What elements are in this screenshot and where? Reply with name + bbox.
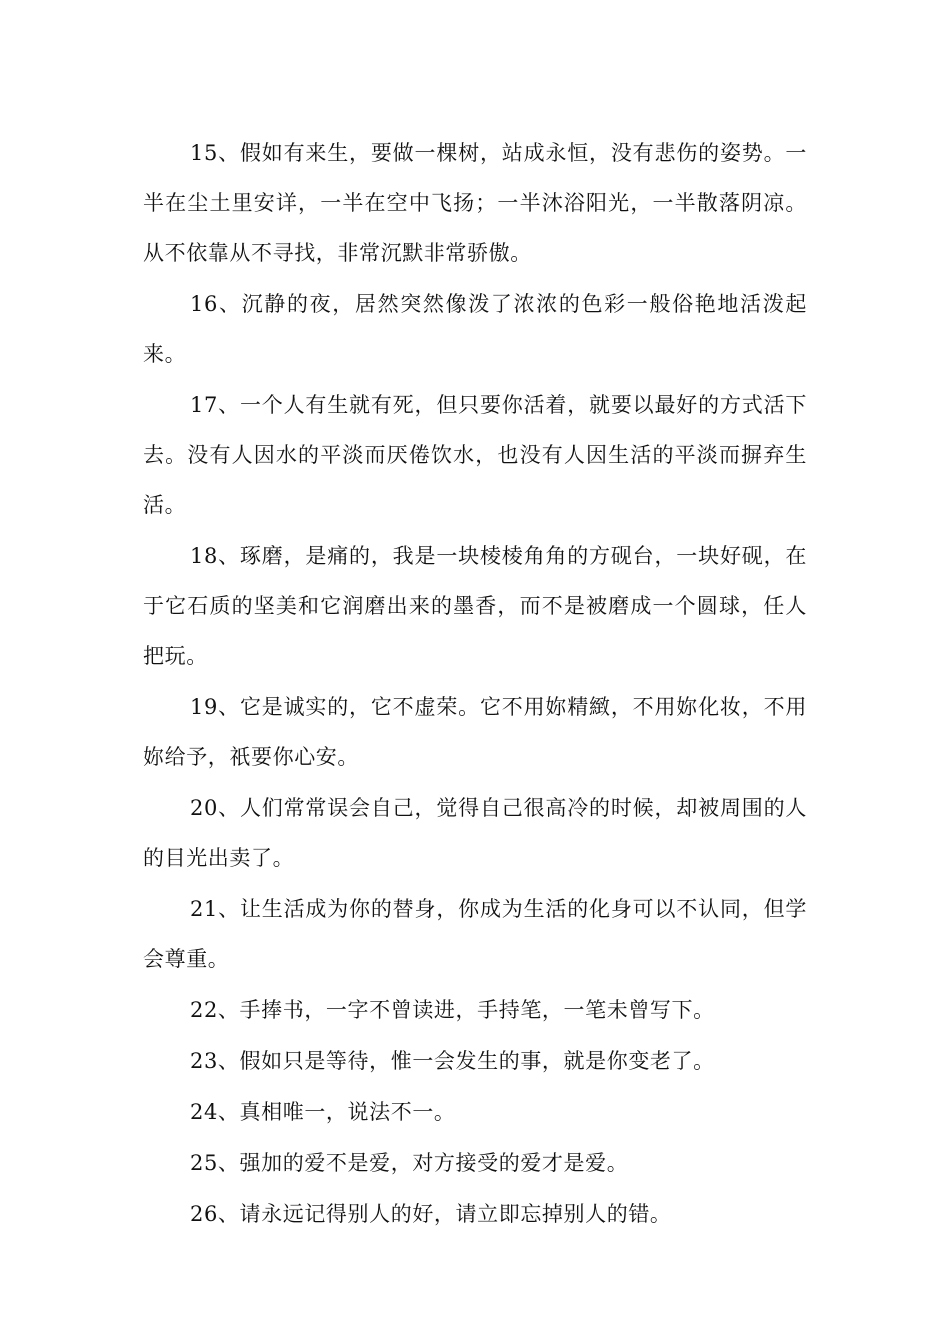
quote-paragraph-25: 25、强加的爱不是爱，对方接受的爱才是爱。 xyxy=(190,1151,629,1175)
quote-paragraph-20: 20、人们常常误会自己，觉得自己很高冷的时候，却被周围的人的目光出卖了。 xyxy=(143,796,807,870)
quote-paragraph-16: 16、沉静的夜，居然突然像泼了浓浓的色彩一般俗艳地活泼起来。 xyxy=(143,292,807,366)
quote-paragraph-22: 22、手捧书，一字不曾读进，手持笔，一笔未曾写下。 xyxy=(190,998,715,1022)
quote-paragraph-26: 26、请永远记得别人的好，请立即忘掉别人的错。 xyxy=(190,1202,672,1226)
quote-paragraph-21: 21、让生活成为你的替身，你成为生活的化身可以不认同，但学会尊重。 xyxy=(143,897,807,971)
quote-paragraph-17: 17、一个人有生就有死，但只要你活着，就要以最好的方式活下去。没有人因水的平淡而厌倦饮水，也没有人因生活的平淡而摒弃生活。 xyxy=(143,393,807,517)
quote-paragraph-23: 23、假如只是等待，惟一会发生的事，就是你变老了。 xyxy=(190,1049,715,1073)
quote-paragraph-24: 24、真相唯一，说法不一。 xyxy=(190,1100,456,1124)
document-body xyxy=(143,128,807,1240)
quote-paragraph-15: 15、假如有来生，要做一棵树，站成永恒，没有悲伤的姿势。一半在尘土里安详，一半在空中飞扬；一半沐浴阳光，一半散落阴凉。从不依靠从不寻找，非常沉默非常骄傲。 xyxy=(143,141,807,265)
quote-paragraph-19: 19、它是诚实的，它不虚荣。它不用妳精緻，不用妳化妆，不用妳给予，祇要你心安。 xyxy=(143,695,807,769)
quote-paragraph-18: 18、琢磨，是痛的，我是一块棱棱角角的方砚台，一块好砚，在于它石质的坚美和它润磨出来的墨香，而不是被磨成一个圆球，任人把玩。 xyxy=(143,544,807,668)
